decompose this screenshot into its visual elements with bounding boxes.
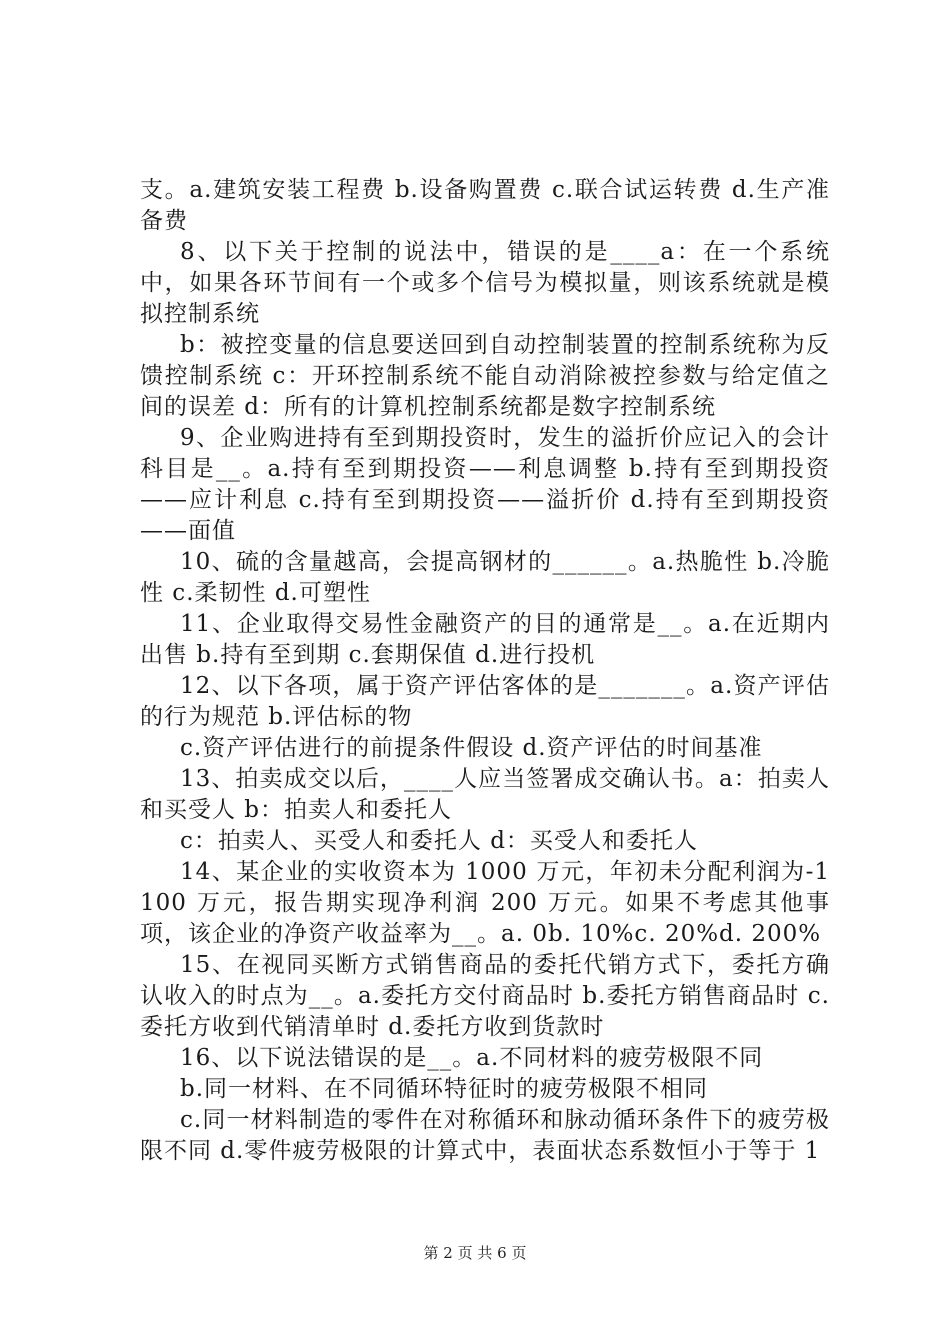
question-12-options: c.资产评估进行的前提条件假设 d.资产评估的时间基准 [180, 735, 763, 761]
question-8-options: b：被控变量的信息要送回到自动控制装置的控制系统称为反馈控制系统 c：开环控制系统不能自动消除被控参数与给定值之间的误差 d：所有的计算机控制系统都是数字控制系统 [140, 332, 830, 420]
question-11: 11、企业取得交易性金融资产的目的通常是__。a.在近期内出售 b.持有至到期 c.套期保值 d.进行投机 [140, 611, 830, 668]
question-13: 13、拍卖成交以后，____人应当签署成交确认书。a：拍卖人和买受人 b：拍卖人和委托人 [140, 766, 830, 823]
question-13-options: c：拍卖人、买受人和委托人 d：买受人和委托人 [180, 828, 698, 854]
page-number-label: 第 2 页 共 6 页 [423, 1244, 527, 1262]
page-footer [0, 1243, 950, 1263]
question-16: 16、以下说法错误的是__。a.不同材料的疲劳极限不同 [180, 1045, 764, 1071]
question-10: 10、硫的含量越高，会提高钢材的______。a.热脆性 b.冷脆性 c.柔韧性 d.可塑性 [140, 549, 830, 606]
question-9: 9、企业购进持有至到期投资时，发生的溢折价应记入的会计科目是__。a.持有至到期投资——利息调整 b.持有至到期投资——应计利息 c.持有至到期投资——溢折价 d.持有至到期投资——面值 [140, 425, 830, 544]
question-15: 15、在视同买断方式销售商品的委托代销方式下，委托方确认收入的时点为__。a.委托方交付商品时 b.委托方销售商品时 c.委托方收到代销清单时 d.委托方收到货款时 [140, 952, 830, 1040]
question-8: 8、以下关于控制的说法中，错误的是____a：在一个系统中，如果各环节间有一个或多个信号为模拟量，则该系统就是模拟控制系统 [140, 239, 830, 327]
question-16-option-b: b.同一材料、在不同循环特征时的疲劳极限不相同 [180, 1076, 709, 1102]
question-16-option-cd: c.同一材料制造的零件在对称循环和脉动循环条件下的疲劳极限不同 d.零件疲劳极限的计算式中，表面状态系数恒小于等于 1 [140, 1107, 830, 1164]
question-14: 14、某企业的实收资本为 1000 万元，年初未分配利润为-1100 万元，报告期实现净利润 200 万元。如果不考虑其他事项，该企业的净资产收益率为__。a. 0b. 10%c. 20%d. 200% [140, 859, 830, 947]
document-body [140, 175, 830, 1167]
paragraph: 支。a.建筑安装工程费 b.设备购置费 c.联合试运转费 d.生产准备费 [140, 177, 830, 234]
question-12: 12、以下各项，属于资产评估客体的是_______。a.资产评估的行为规范 b.评估标的物 [140, 673, 830, 730]
